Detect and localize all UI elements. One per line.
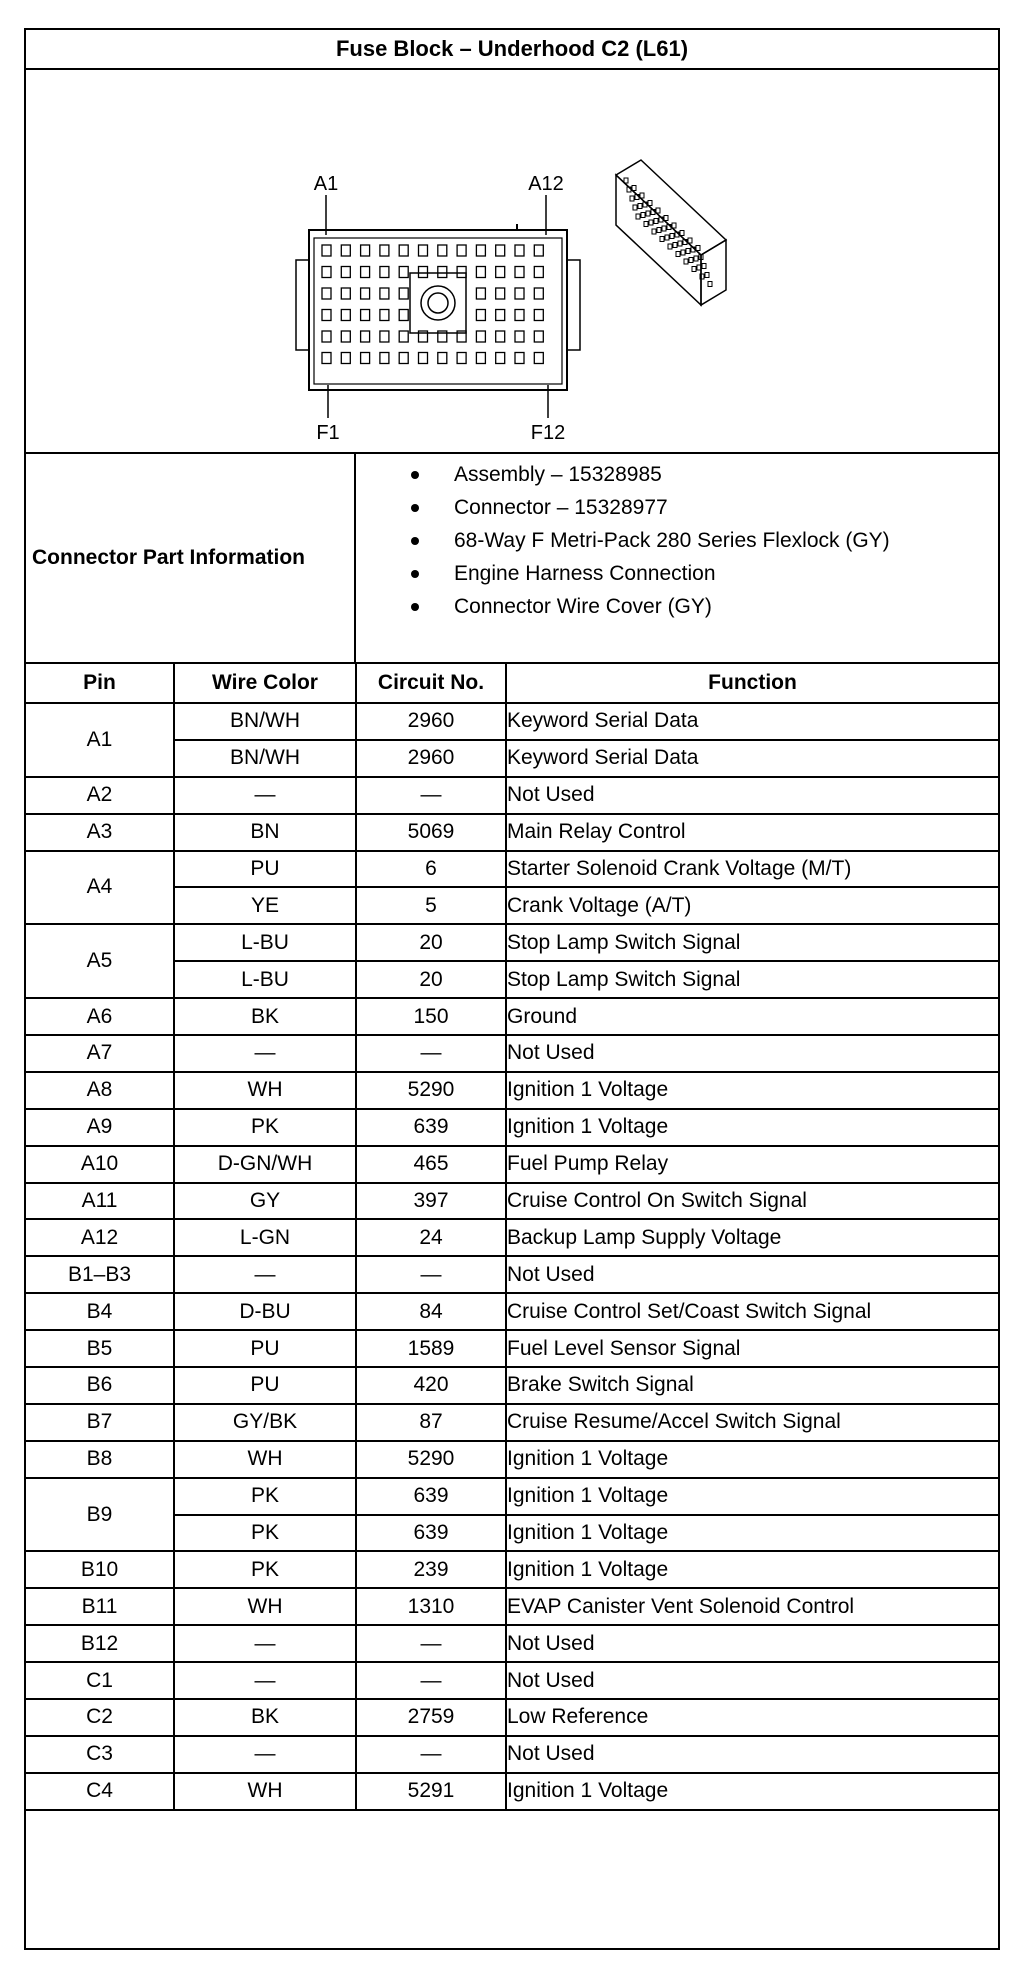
list-item: Connector Wire Cover (GY) bbox=[356, 590, 998, 623]
cavity bbox=[534, 331, 543, 342]
cavity bbox=[534, 353, 543, 364]
column-header-function: Function bbox=[506, 663, 998, 703]
cavity bbox=[686, 249, 690, 254]
cavity bbox=[399, 267, 408, 278]
wire-color-cell: BN bbox=[174, 814, 356, 851]
cavity bbox=[638, 204, 642, 209]
circuit-cell: 639 bbox=[356, 1515, 506, 1552]
function-cell: Starter Solenoid Crank Voltage (M/T) bbox=[506, 851, 998, 888]
wire-color-cell: L-GN bbox=[174, 1219, 356, 1256]
pin-cell: B6 bbox=[26, 1367, 174, 1404]
cavity bbox=[476, 353, 485, 364]
table-row bbox=[26, 1699, 998, 1736]
circuit-cell: 465 bbox=[356, 1146, 506, 1183]
cavity bbox=[534, 288, 543, 299]
circuit-cell: 639 bbox=[356, 1109, 506, 1146]
function-cell: Ignition 1 Voltage bbox=[506, 1109, 998, 1146]
circuit-cell: 2759 bbox=[356, 1699, 506, 1736]
cavity bbox=[644, 222, 648, 227]
wire-color-cell: L-BU bbox=[174, 924, 356, 961]
function-cell: Ignition 1 Voltage bbox=[506, 1441, 998, 1478]
wire-color-cell: PK bbox=[174, 1515, 356, 1552]
circuit-cell: 239 bbox=[356, 1551, 506, 1588]
cavity bbox=[688, 238, 692, 243]
pin-cell: A11 bbox=[26, 1183, 174, 1220]
table-row bbox=[26, 1183, 998, 1220]
circuit-cell: — bbox=[356, 1256, 506, 1293]
cavity bbox=[708, 282, 712, 287]
cavity bbox=[660, 237, 664, 242]
circuit-cell: 2960 bbox=[356, 703, 506, 740]
function-cell: Not Used bbox=[506, 1625, 998, 1662]
cavity bbox=[476, 288, 485, 299]
cavity bbox=[496, 288, 505, 299]
table-row bbox=[26, 1219, 998, 1256]
cavity bbox=[322, 288, 331, 299]
cavity bbox=[689, 258, 693, 263]
table-header-row bbox=[26, 663, 998, 703]
cavity bbox=[380, 267, 389, 278]
cavity bbox=[636, 214, 640, 219]
function-cell: Cruise Resume/Accel Switch Signal bbox=[506, 1404, 998, 1441]
cavity bbox=[476, 245, 485, 256]
table-row bbox=[26, 777, 998, 814]
wire-color-cell: PK bbox=[174, 1478, 356, 1515]
cavity bbox=[680, 231, 684, 236]
pin-cell: A7 bbox=[26, 1035, 174, 1072]
circuit-cell: 1589 bbox=[356, 1330, 506, 1367]
wire-color-cell: — bbox=[174, 1625, 356, 1662]
circuit-cell: 24 bbox=[356, 1219, 506, 1256]
cavity bbox=[380, 310, 389, 321]
table-row bbox=[26, 1736, 998, 1773]
pin-cell: A4 bbox=[26, 851, 174, 925]
cavity bbox=[341, 288, 350, 299]
wire-color-cell: PU bbox=[174, 851, 356, 888]
circuit-cell: — bbox=[356, 1035, 506, 1072]
connector-diagram bbox=[26, 70, 998, 454]
connector-info-list bbox=[356, 454, 998, 662]
wire-color-cell: PU bbox=[174, 1330, 356, 1367]
function-cell: Keyword Serial Data bbox=[506, 740, 998, 777]
wire-color-cell: BN/WH bbox=[174, 740, 356, 777]
function-cell: Cruise Control On Switch Signal bbox=[506, 1183, 998, 1220]
wire-color-cell: PU bbox=[174, 1367, 356, 1404]
function-cell: Main Relay Control bbox=[506, 814, 998, 851]
cavity bbox=[496, 310, 505, 321]
cavity bbox=[341, 331, 350, 342]
pin-label-a12: A12 bbox=[528, 173, 564, 195]
connector-sheet bbox=[24, 28, 1000, 1950]
wire-color-cell: BK bbox=[174, 1699, 356, 1736]
wire-color-cell: — bbox=[174, 1256, 356, 1293]
connector-info-label: Connector Part Information bbox=[26, 454, 356, 662]
function-cell: Ignition 1 Voltage bbox=[506, 1773, 998, 1810]
cavity bbox=[662, 226, 666, 231]
function-cell: Not Used bbox=[506, 777, 998, 814]
circuit-cell: 150 bbox=[356, 998, 506, 1035]
cavity bbox=[457, 353, 466, 364]
cavity bbox=[676, 252, 680, 257]
cavity bbox=[692, 267, 696, 272]
table-row bbox=[26, 1662, 998, 1699]
cavity bbox=[633, 205, 637, 210]
cavity bbox=[457, 267, 466, 278]
cavity bbox=[702, 264, 706, 269]
table-row bbox=[26, 1035, 998, 1072]
cavity bbox=[515, 310, 524, 321]
pin-cell: A5 bbox=[26, 924, 174, 998]
circuit-cell: 5069 bbox=[356, 814, 506, 851]
pin-cell: A6 bbox=[26, 998, 174, 1035]
table-row bbox=[26, 703, 998, 740]
cavity bbox=[476, 267, 485, 278]
cavity bbox=[361, 310, 370, 321]
cavity bbox=[399, 310, 408, 321]
pin-cell: A1 bbox=[26, 703, 174, 777]
pin-cell: C1 bbox=[26, 1662, 174, 1699]
circuit-cell: 5290 bbox=[356, 1072, 506, 1109]
cavity bbox=[630, 196, 634, 201]
cavity bbox=[646, 211, 650, 216]
wire-color-cell: WH bbox=[174, 1588, 356, 1625]
pin-label-f1: F1 bbox=[316, 422, 340, 444]
cavity bbox=[380, 288, 389, 299]
cavity bbox=[515, 267, 524, 278]
table-row bbox=[26, 1293, 998, 1330]
circuit-cell: 20 bbox=[356, 924, 506, 961]
cavity bbox=[534, 245, 543, 256]
cavity bbox=[515, 353, 524, 364]
table-row bbox=[26, 1625, 998, 1662]
function-cell: Backup Lamp Supply Voltage bbox=[506, 1219, 998, 1256]
function-cell: Not Used bbox=[506, 1035, 998, 1072]
wire-color-cell: GY/BK bbox=[174, 1404, 356, 1441]
cavity bbox=[438, 353, 447, 364]
table-row bbox=[26, 814, 998, 851]
cavity bbox=[361, 331, 370, 342]
table-row bbox=[26, 1551, 998, 1588]
function-cell: Low Reference bbox=[506, 1699, 998, 1736]
table-row bbox=[26, 1367, 998, 1404]
function-cell: Ignition 1 Voltage bbox=[506, 1072, 998, 1109]
pin-cell: B12 bbox=[26, 1625, 174, 1662]
pin-cell: B11 bbox=[26, 1588, 174, 1625]
table-row bbox=[26, 1441, 998, 1478]
cavity bbox=[419, 353, 428, 364]
cavity bbox=[399, 331, 408, 342]
pin-cell: A2 bbox=[26, 777, 174, 814]
cavity bbox=[476, 310, 485, 321]
wire-color-cell: L-BU bbox=[174, 961, 356, 998]
circuit-cell: 397 bbox=[356, 1183, 506, 1220]
wire-color-cell: BK bbox=[174, 998, 356, 1035]
cavity bbox=[684, 259, 688, 264]
function-cell: Ignition 1 Voltage bbox=[506, 1551, 998, 1588]
cavity bbox=[399, 353, 408, 364]
connector-3d-view bbox=[616, 160, 726, 305]
circuit-cell: 5291 bbox=[356, 1773, 506, 1810]
connector-figure bbox=[26, 70, 998, 454]
table-row bbox=[26, 924, 998, 961]
cavity bbox=[641, 213, 645, 218]
pinout-table bbox=[26, 662, 998, 1811]
pin-cell: A12 bbox=[26, 1219, 174, 1256]
cavity bbox=[399, 288, 408, 299]
function-cell: Fuel Pump Relay bbox=[506, 1146, 998, 1183]
cavity bbox=[322, 310, 331, 321]
cavity bbox=[341, 310, 350, 321]
circuit-cell: 639 bbox=[356, 1478, 506, 1515]
function-cell: Crank Voltage (A/T) bbox=[506, 887, 998, 924]
cavity bbox=[673, 243, 677, 248]
table-row bbox=[26, 1773, 998, 1810]
table-row bbox=[26, 1404, 998, 1441]
circuit-cell: 5 bbox=[356, 887, 506, 924]
list-item: 68-Way F Metri-Pack 280 Series Flexlock (GY) bbox=[356, 524, 998, 557]
table-row bbox=[26, 851, 998, 888]
cavity bbox=[496, 353, 505, 364]
function-cell: Cruise Control Set/Coast Switch Signal bbox=[506, 1293, 998, 1330]
wire-color-cell: WH bbox=[174, 1072, 356, 1109]
wire-color-cell: D-GN/WH bbox=[174, 1146, 356, 1183]
list-item: Assembly – 15328985 bbox=[356, 458, 998, 491]
circuit-cell: — bbox=[356, 1625, 506, 1662]
pinout-table-body bbox=[26, 703, 998, 1810]
function-cell: Brake Switch Signal bbox=[506, 1367, 998, 1404]
table-row bbox=[26, 1478, 998, 1515]
cavity bbox=[380, 331, 389, 342]
column-header-circuit: Circuit No. bbox=[356, 663, 506, 703]
cavity bbox=[496, 267, 505, 278]
wire-color-cell: PK bbox=[174, 1109, 356, 1146]
circuit-cell: — bbox=[356, 1736, 506, 1773]
table-row bbox=[26, 1588, 998, 1625]
column-header-pin: Pin bbox=[26, 663, 174, 703]
pin-cell: B5 bbox=[26, 1330, 174, 1367]
cavity bbox=[496, 245, 505, 256]
cavity bbox=[419, 267, 428, 278]
wire-color-cell: BN/WH bbox=[174, 703, 356, 740]
circuit-cell: 87 bbox=[356, 1404, 506, 1441]
cavity bbox=[361, 267, 370, 278]
column-header-wire-color: Wire Color bbox=[174, 663, 356, 703]
connector-face bbox=[296, 224, 580, 390]
function-cell: Ignition 1 Voltage bbox=[506, 1515, 998, 1552]
wire-color-cell: — bbox=[174, 777, 356, 814]
cavity bbox=[361, 353, 370, 364]
function-cell: Stop Lamp Switch Signal bbox=[506, 961, 998, 998]
pin-cell: B8 bbox=[26, 1441, 174, 1478]
circuit-cell: 20 bbox=[356, 961, 506, 998]
cavity bbox=[341, 267, 350, 278]
cavity bbox=[678, 241, 682, 246]
circuit-cell: 420 bbox=[356, 1367, 506, 1404]
cavity bbox=[438, 245, 447, 256]
cavity bbox=[322, 245, 331, 256]
cavity bbox=[380, 245, 389, 256]
wire-color-cell: PK bbox=[174, 1551, 356, 1588]
table-row bbox=[26, 998, 998, 1035]
cavity bbox=[322, 267, 331, 278]
pin-label-f12: F12 bbox=[530, 422, 566, 444]
list-item: Connector – 15328977 bbox=[356, 491, 998, 524]
cavity bbox=[668, 244, 672, 249]
cavity bbox=[476, 331, 485, 342]
cavity bbox=[496, 331, 505, 342]
table-row bbox=[26, 1256, 998, 1293]
function-cell: Fuel Level Sensor Signal bbox=[506, 1330, 998, 1367]
wire-color-cell: GY bbox=[174, 1183, 356, 1220]
wire-color-cell: YE bbox=[174, 887, 356, 924]
pin-cell: B10 bbox=[26, 1551, 174, 1588]
cavity bbox=[515, 331, 524, 342]
cavity bbox=[457, 245, 466, 256]
function-cell: EVAP Canister Vent Solenoid Control bbox=[506, 1588, 998, 1625]
circuit-cell: 6 bbox=[356, 851, 506, 888]
cavity bbox=[322, 331, 331, 342]
table-row bbox=[26, 1109, 998, 1146]
pin-cell: A10 bbox=[26, 1146, 174, 1183]
wire-color-cell: WH bbox=[174, 1773, 356, 1810]
circuit-cell: — bbox=[356, 1662, 506, 1699]
pin-cell: A8 bbox=[26, 1072, 174, 1109]
function-cell: Not Used bbox=[506, 1256, 998, 1293]
cavity bbox=[654, 219, 658, 224]
cavity bbox=[515, 245, 524, 256]
wire-color-cell: — bbox=[174, 1662, 356, 1699]
wire-color-cell: WH bbox=[174, 1441, 356, 1478]
cavity bbox=[438, 267, 447, 278]
cavity bbox=[652, 229, 656, 234]
cavity bbox=[696, 246, 700, 251]
table-row bbox=[26, 1146, 998, 1183]
cavity bbox=[322, 353, 331, 364]
function-cell: Keyword Serial Data bbox=[506, 703, 998, 740]
cavity bbox=[341, 353, 350, 364]
page-title: Fuse Block – Underhood C2 (L61) bbox=[26, 30, 998, 70]
function-cell: Ignition 1 Voltage bbox=[506, 1478, 998, 1515]
cavity bbox=[361, 245, 370, 256]
function-cell: Stop Lamp Switch Signal bbox=[506, 924, 998, 961]
cavity bbox=[649, 220, 653, 225]
wire-color-cell: — bbox=[174, 1035, 356, 1072]
circuit-cell: 1310 bbox=[356, 1588, 506, 1625]
cavity bbox=[657, 228, 661, 233]
cavity bbox=[681, 250, 685, 255]
cavity bbox=[361, 288, 370, 299]
pin-cell: C4 bbox=[26, 1773, 174, 1810]
function-cell: Not Used bbox=[506, 1662, 998, 1699]
cavity bbox=[670, 234, 674, 239]
cavity bbox=[399, 245, 408, 256]
pin-cell: A3 bbox=[26, 814, 174, 851]
cavity bbox=[665, 235, 669, 240]
pin-cell: C2 bbox=[26, 1699, 174, 1736]
circuit-cell: — bbox=[356, 777, 506, 814]
pin-cell: B1–B3 bbox=[26, 1256, 174, 1293]
cavity bbox=[705, 273, 709, 278]
cavity bbox=[419, 245, 428, 256]
circuit-cell: 84 bbox=[356, 1293, 506, 1330]
pin-cell: A9 bbox=[26, 1109, 174, 1146]
circuit-cell: 2960 bbox=[356, 740, 506, 777]
list-item: Engine Harness Connection bbox=[356, 557, 998, 590]
pin-label-a1: A1 bbox=[313, 173, 339, 195]
circuit-cell: 5290 bbox=[356, 1441, 506, 1478]
pin-cell: B4 bbox=[26, 1293, 174, 1330]
cavity bbox=[534, 267, 543, 278]
table-row bbox=[26, 1330, 998, 1367]
wire-color-cell: — bbox=[174, 1736, 356, 1773]
function-cell: Ground bbox=[506, 998, 998, 1035]
function-cell: Not Used bbox=[506, 1736, 998, 1773]
wire-color-cell: D-BU bbox=[174, 1293, 356, 1330]
cavity bbox=[380, 353, 389, 364]
pin-cell: B9 bbox=[26, 1478, 174, 1552]
cavity bbox=[694, 256, 698, 261]
cavity bbox=[534, 310, 543, 321]
pin-cell: B7 bbox=[26, 1404, 174, 1441]
table-row bbox=[26, 1072, 998, 1109]
cavity bbox=[341, 245, 350, 256]
cavity bbox=[515, 288, 524, 299]
pin-cell: C3 bbox=[26, 1736, 174, 1773]
